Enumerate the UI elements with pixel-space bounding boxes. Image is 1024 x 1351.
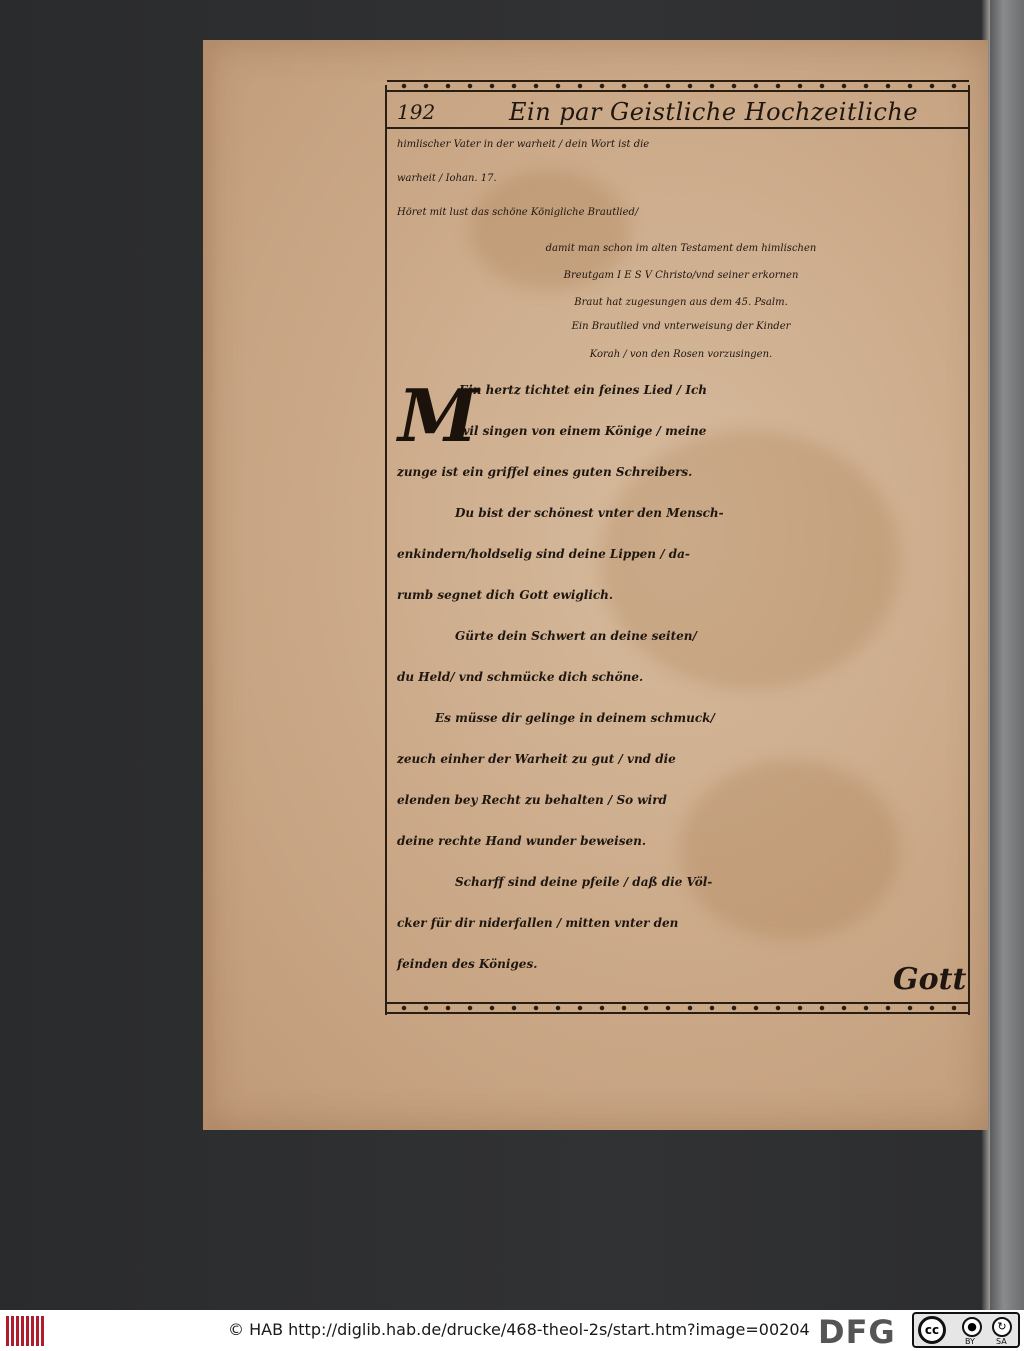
text-line: deine rechte Hand wunder beweisen. — [397, 834, 647, 848]
book-spine — [990, 0, 1024, 1310]
text-line: Ein Brautlied vnd vnterweisung der Kinder — [571, 321, 791, 332]
drop-cap-initial: M — [398, 373, 478, 458]
text-line: Braut hat zugesungen aus dem 45. Psalm. — [574, 297, 788, 308]
text-line: damit man schon im alten Testament dem himlischen — [545, 243, 817, 254]
text-line: feinden des Königes. — [397, 957, 538, 971]
text-line: Ein hertz tichtet ein feines Lied / Ich — [459, 383, 708, 397]
text-line: zunge ist ein griffel eines guten Schreibers. — [397, 465, 693, 479]
top-ornament-rule — [387, 80, 969, 92]
text-line: Breutgam I E S V Christo/vnd seiner erkornen — [563, 270, 799, 281]
intro-lines — [397, 140, 965, 374]
text-frame-left — [385, 85, 387, 1015]
library-logo-icon — [6, 1316, 46, 1346]
cc-by-label: BY — [965, 1337, 975, 1346]
text-line: Es müsse dir gelinge in deinem schmuck/ — [435, 711, 715, 725]
text-line: wil singen von einem Könige / meine — [459, 424, 707, 438]
text-line: elenden bey Recht zu behalten / So wird — [397, 793, 667, 807]
dfg-logo: DFG — [818, 1313, 896, 1351]
page-edge-shadow — [203, 40, 217, 1130]
text-line: Höret mit lust das schöne Königliche Brautlied/ — [397, 207, 639, 218]
psalm-text — [397, 373, 965, 999]
page-number: 192 — [397, 100, 436, 124]
text-line: Gürte dein Schwert an deine seiten/ — [455, 629, 697, 643]
text-frame-right — [968, 85, 970, 1015]
text-line: Korah / von den Rosen vorzusingen. — [589, 349, 773, 360]
text-line: cker für dir niderfallen / mitten vnter den — [397, 916, 679, 930]
footer-bar — [0, 1310, 1024, 1351]
share-alike-icon: ↻ — [992, 1317, 1012, 1337]
cc-icon: cc — [918, 1316, 946, 1344]
text-line: himlischer Vater in der warheit / dein Wort ist die — [397, 139, 650, 150]
text-line: warheit / Iohan. 17. — [397, 173, 497, 184]
text-line: du Held/ vnd schmücke dich schöne. — [397, 670, 644, 684]
page-header — [397, 96, 965, 132]
cc-sa-label: SA — [996, 1337, 1007, 1346]
attribution-icon: ● — [962, 1317, 982, 1337]
text-line: Scharff sind deine pfeile / daß die Völ- — [455, 875, 713, 889]
cc-license-badge[interactable] — [912, 1312, 1020, 1348]
text-line: rumb segnet dich Gott ewiglich. — [397, 588, 614, 602]
text-line: enkindern/holdselig sind deine Lippen / da- — [397, 547, 690, 561]
bottom-ornament-rule — [387, 1002, 969, 1014]
citation-text[interactable]: © HAB http://diglib.hab.de/drucke/468-theol-2s/start.htm?image=00204 — [228, 1320, 810, 1339]
catchword: Gott — [893, 962, 967, 997]
text-line: zeuch einher der Warheit zu gut / vnd die — [397, 752, 676, 766]
page-text — [397, 96, 965, 999]
text-line: Du bist der schönest vnter den Mensch- — [455, 506, 724, 520]
running-head: Ein par Geistliche Hochzeitliche — [509, 98, 919, 126]
